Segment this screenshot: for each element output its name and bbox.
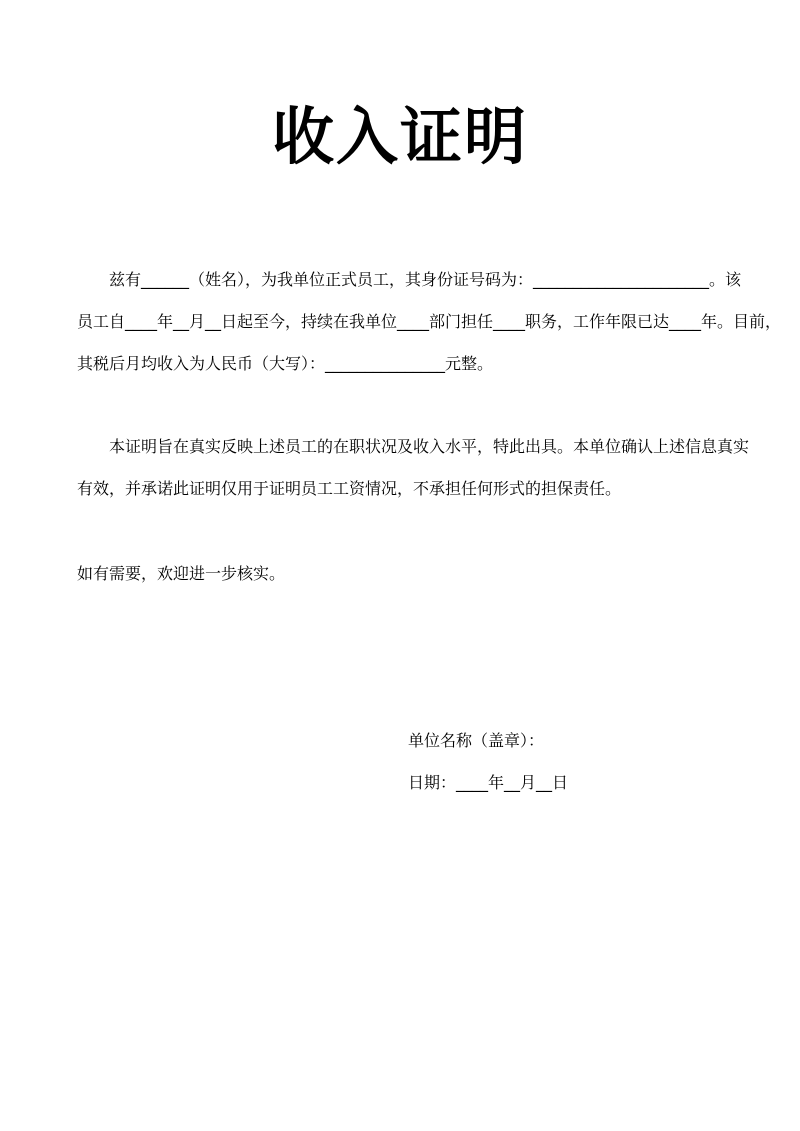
paragraph-line: 有效，并承诺此证明仅用于证明员工工资情况，不承担任何形式的担保责任。 <box>77 479 622 498</box>
employment-paragraph <box>77 259 782 385</box>
paragraph-line: 员工自____年__月__日起至今，持续在我单位____部门担任____职务，工作年限已达____年。目前， <box>77 312 782 331</box>
paragraph-line: 本证明旨在真实反映上述员工的在职状况及收入水平，特此出具。本单位确认上述信息真实 <box>109 437 750 456</box>
paragraph-line: 兹有______（姓名），为我单位正式员工，其身份证号码为：______________________。该 <box>109 270 742 289</box>
company-seal-label: 单位名称（盖章）： <box>408 731 545 750</box>
verification-paragraph <box>77 553 757 595</box>
document-title: 收入证明 <box>271 100 528 173</box>
date-label: 日期：____年__月__日 <box>408 773 569 792</box>
paragraph-line: 如有需要，欢迎进一步核实。 <box>77 564 286 583</box>
paragraph-line: 其税后月均收入为人民币（大写）：_______________元整。 <box>77 354 494 373</box>
purpose-paragraph <box>77 426 757 510</box>
